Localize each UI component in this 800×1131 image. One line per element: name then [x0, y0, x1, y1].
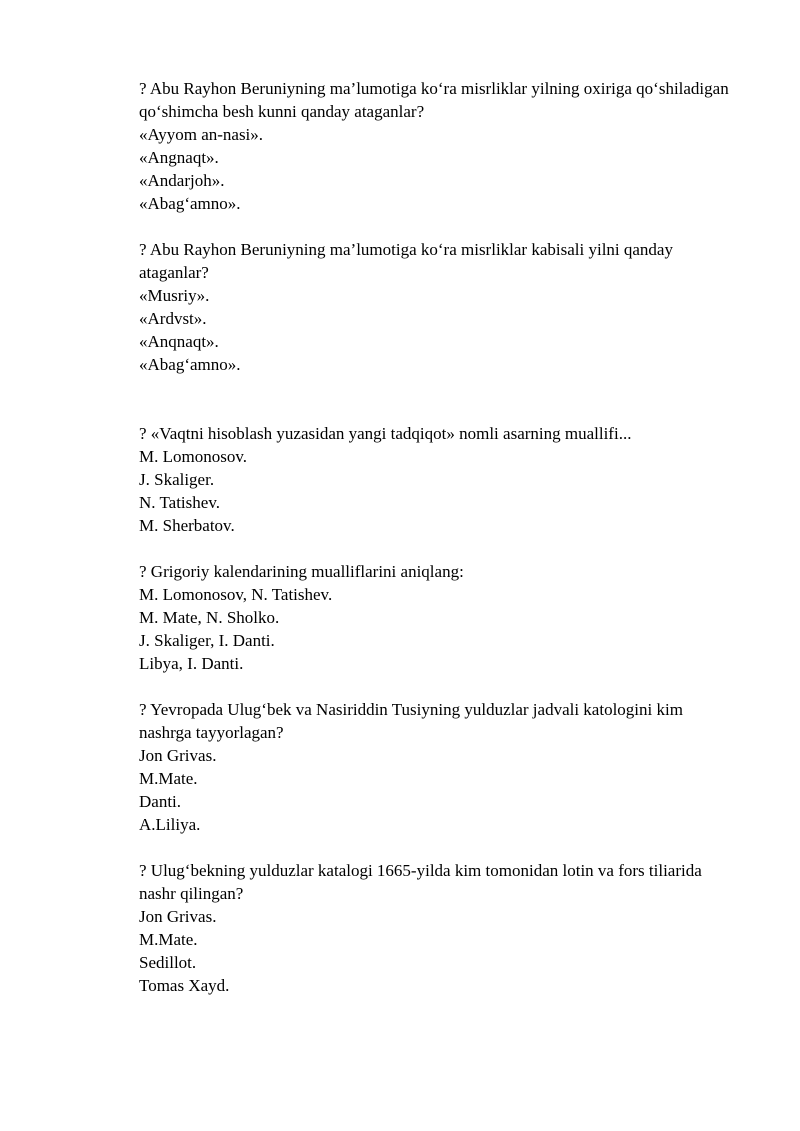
answer-option: Tomas Xayd. — [139, 976, 230, 995]
answer-options — [139, 583, 739, 675]
answer-option: «Ardvst». — [139, 309, 207, 328]
spacer — [139, 836, 739, 859]
answer-options — [139, 445, 739, 537]
answer-options — [139, 905, 739, 997]
answer-option: «Musriy». — [139, 286, 210, 305]
answer-options — [139, 123, 739, 215]
question-block — [139, 77, 739, 215]
spacer — [139, 215, 739, 238]
spacer — [139, 376, 739, 422]
spacer — [139, 537, 739, 560]
question-block — [139, 560, 739, 675]
answer-option: J. Skaliger. — [139, 470, 215, 489]
answer-option: «Angnaqt». — [139, 148, 219, 167]
question-text: ? Ulug‘bekning yulduzlar katalogi 1665-yilda kim tomonidan lotin va fors tiliarida nashr qilingan? — [139, 861, 702, 903]
answer-option: «Ayyom an-nasi». — [139, 125, 264, 144]
question-text: ? Abu Rayhon Beruniyning ma’lumotiga ko‘ra misrliklar kabisali yilni qanday ataganlar? — [139, 240, 673, 282]
answer-option: «Andarjoh». — [139, 171, 225, 190]
question-list — [139, 77, 739, 997]
answer-option: «Abag‘amno». — [139, 194, 241, 213]
answer-option: A.Liliya. — [139, 815, 201, 834]
answer-option: Jon Grivas. — [139, 907, 217, 926]
answer-option: M.Mate. — [139, 769, 198, 788]
answer-option: Sedillot. — [139, 953, 197, 972]
question-text: ? Grigoriy kalendarining mualliflarini aniqlang: — [139, 562, 464, 581]
question-block — [139, 422, 739, 537]
question-block — [139, 698, 739, 836]
question-block — [139, 238, 739, 376]
spacer — [139, 675, 739, 698]
question-text: ? Yevropada Ulug‘bek va Nasiriddin Tusiyning yulduzlar jadvali katologini kim nashrga tayyorlagan? — [139, 700, 683, 742]
answer-option: «Anqnaqt». — [139, 332, 219, 351]
answer-options — [139, 284, 739, 376]
question-block — [139, 859, 739, 997]
answer-option: M. Sherbatov. — [139, 516, 235, 535]
answer-option: N. Tatishev. — [139, 493, 220, 512]
answer-option: Libya, I. Danti. — [139, 654, 244, 673]
answer-option: M.Mate. — [139, 930, 198, 949]
question-text: ? Abu Rayhon Beruniyning ma’lumotiga ko‘ra misrliklar yilning oxiriga qo‘shiladigan qo‘shimcha besh kunni qanday ataganlar? — [139, 79, 729, 121]
answer-option: M. Lomonosov, N. Tatishev. — [139, 585, 333, 604]
answer-option: J. Skaliger, I. Danti. — [139, 631, 275, 650]
answer-options — [139, 744, 739, 836]
answer-option: M. Mate, N. Sholko. — [139, 608, 280, 627]
answer-option: Danti. — [139, 792, 182, 811]
answer-option: «Abag‘amno». — [139, 355, 241, 374]
answer-option: M. Lomonosov. — [139, 447, 247, 466]
answer-option: Jon Grivas. — [139, 746, 217, 765]
question-text: ? «Vaqtni hisoblash yuzasidan yangi tadqiqot» nomli asarning muallifi... — [139, 424, 632, 443]
